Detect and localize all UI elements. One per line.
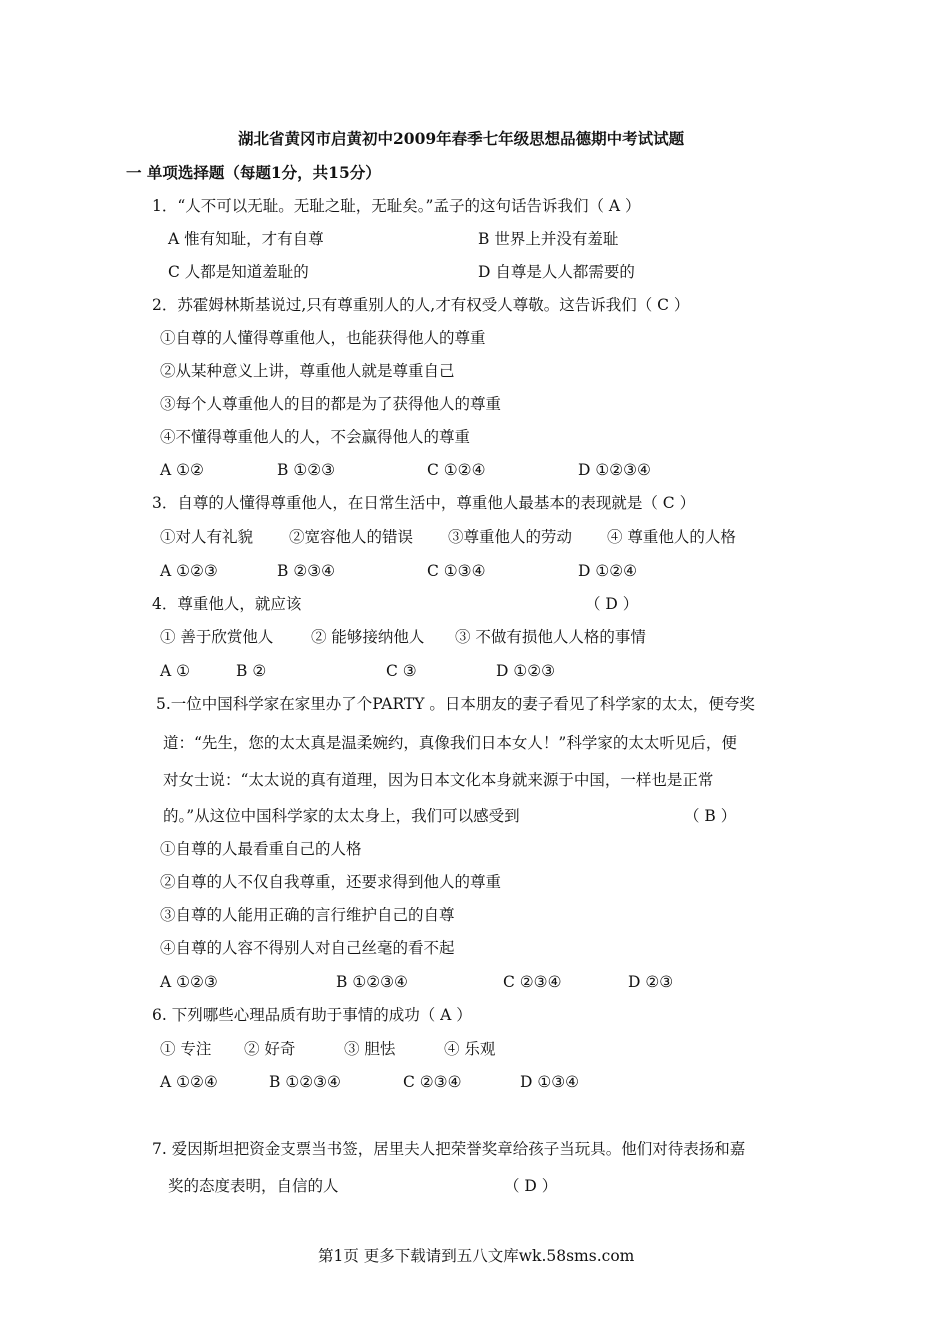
section-heading: 一 单项选择题（每题1分，共15分）: [126, 163, 381, 182]
statement-2: ②从某种意义上讲，尊重他人就是尊重自己: [160, 362, 455, 380]
question-stem: 3．自尊的人懂得尊重他人，在日常生活中，尊重他人最基本的表现就是（ C ）: [152, 494, 696, 512]
statement-1: ① 专注: [160, 1040, 212, 1058]
statement-4: ④ 乐观: [444, 1040, 496, 1058]
statement-1: ①自尊的人懂得尊重他人，也能获得他人的尊重: [160, 329, 486, 347]
option-a: A ①②: [160, 461, 204, 479]
answer: （ D ）: [585, 595, 639, 613]
statement-4: ④ 尊重他人的人格: [607, 528, 736, 546]
option-c: C ③: [386, 662, 417, 680]
question-stem: 2．苏霍姆林斯基说过,只有尊重别人的人,才有权受人尊敬。这告诉我们（ C ）: [152, 296, 690, 314]
statement-1: ①对人有礼貌: [160, 528, 254, 546]
option-d: D ①②④: [578, 562, 638, 580]
question-stem: 道：“先生，您的太太真是温柔婉约，真像我们日本女人！”科学家的太太听见后，便: [163, 734, 737, 752]
statement-2: ② 好奇: [244, 1040, 296, 1058]
option-c: C ①③④: [427, 562, 486, 580]
question-stem: 7. 爱因斯坦把资金支票当书签，居里夫人把荣誉奖章给孩子当玩具。他们对待表扬和嘉: [152, 1140, 746, 1158]
option-d: D ①②③④: [578, 461, 651, 479]
answer: （ B ）: [684, 807, 737, 825]
question-stem: 6. 下列哪些心理品质有助于事情的成功（ A ）: [152, 1006, 472, 1024]
option-b: B ①②③④: [336, 973, 408, 991]
option-a: A ①: [160, 662, 191, 680]
statement-2: ② 能够接纳他人: [311, 628, 425, 646]
question-stem: 奖的态度表明，自信的人: [168, 1177, 339, 1195]
option-c: C 人都是知道羞耻的: [168, 263, 309, 281]
page-title: 湖北省黄冈市启黄初中2009年春季七年级思想品德期中考试试题: [238, 129, 685, 148]
option-c: C ②③④: [403, 1073, 462, 1091]
option-c: C ①②④: [427, 461, 486, 479]
statement-2: ②宽容他人的错误: [289, 528, 414, 546]
statement-4: ④自尊的人容不得别人对自己丝毫的看不起: [160, 939, 455, 957]
question-stem: 对女士说：“太太说的真有道理，因为日本文化本身就来源于中国，一样也是正常: [163, 771, 714, 789]
statement-3: ③自尊的人能用正确的言行维护自己的自尊: [160, 906, 455, 924]
option-a: A ①②③: [160, 562, 218, 580]
question-stem: 4．尊重他人，就应该: [152, 595, 302, 613]
option-d: D ①③④: [520, 1073, 580, 1091]
statement-3: ③ 胆怯: [344, 1040, 396, 1058]
option-c: C ②③④: [503, 973, 562, 991]
option-b: B ②③④: [277, 562, 336, 580]
question-stem: 1．“人不可以无耻。无耻之耻，无耻矣。”孟子的这句话告诉我们（ A ）: [152, 197, 641, 215]
answer: （ D ）: [504, 1177, 558, 1195]
page-footer: 第1页 更多下载请到五八文库wk.58sms.com: [318, 1247, 635, 1265]
option-a: A ①②③: [160, 973, 218, 991]
option-b: B 世界上并没有羞耻: [478, 230, 619, 248]
question-stem: 的。”从这位中国科学家的太太身上，我们可以感受到: [163, 807, 520, 825]
statement-3: ③尊重他人的劳动: [448, 528, 573, 546]
option-d: D 自尊是人人都需要的: [478, 263, 635, 281]
option-a: A ①②④: [160, 1073, 218, 1091]
statement-3: ③ 不做有损他人人格的事情: [455, 628, 646, 646]
statement-2: ②自尊的人不仅自我尊重，还要求得到他人的尊重: [160, 873, 502, 891]
statement-1: ① 善于欣赏他人: [160, 628, 274, 646]
option-b: B ②: [236, 662, 267, 680]
statement-1: ①自尊的人最看重自己的人格: [160, 840, 362, 858]
option-b: B ①②③: [277, 461, 336, 479]
option-d: D ②③: [628, 973, 674, 991]
option-a: A 惟有知耻，才有自尊: [168, 230, 324, 248]
option-b: B ①②③④: [269, 1073, 341, 1091]
statement-3: ③每个人尊重他人的目的都是为了获得他人的尊重: [160, 395, 502, 413]
question-stem: 5.一位中国科学家在家里办了个PARTY 。日本朋友的妻子看见了科学家的太太，便夸奖: [156, 695, 755, 713]
statement-4: ④不懂得尊重他人的人，不会赢得他人的尊重: [160, 428, 471, 446]
option-d: D ①②③: [496, 662, 556, 680]
